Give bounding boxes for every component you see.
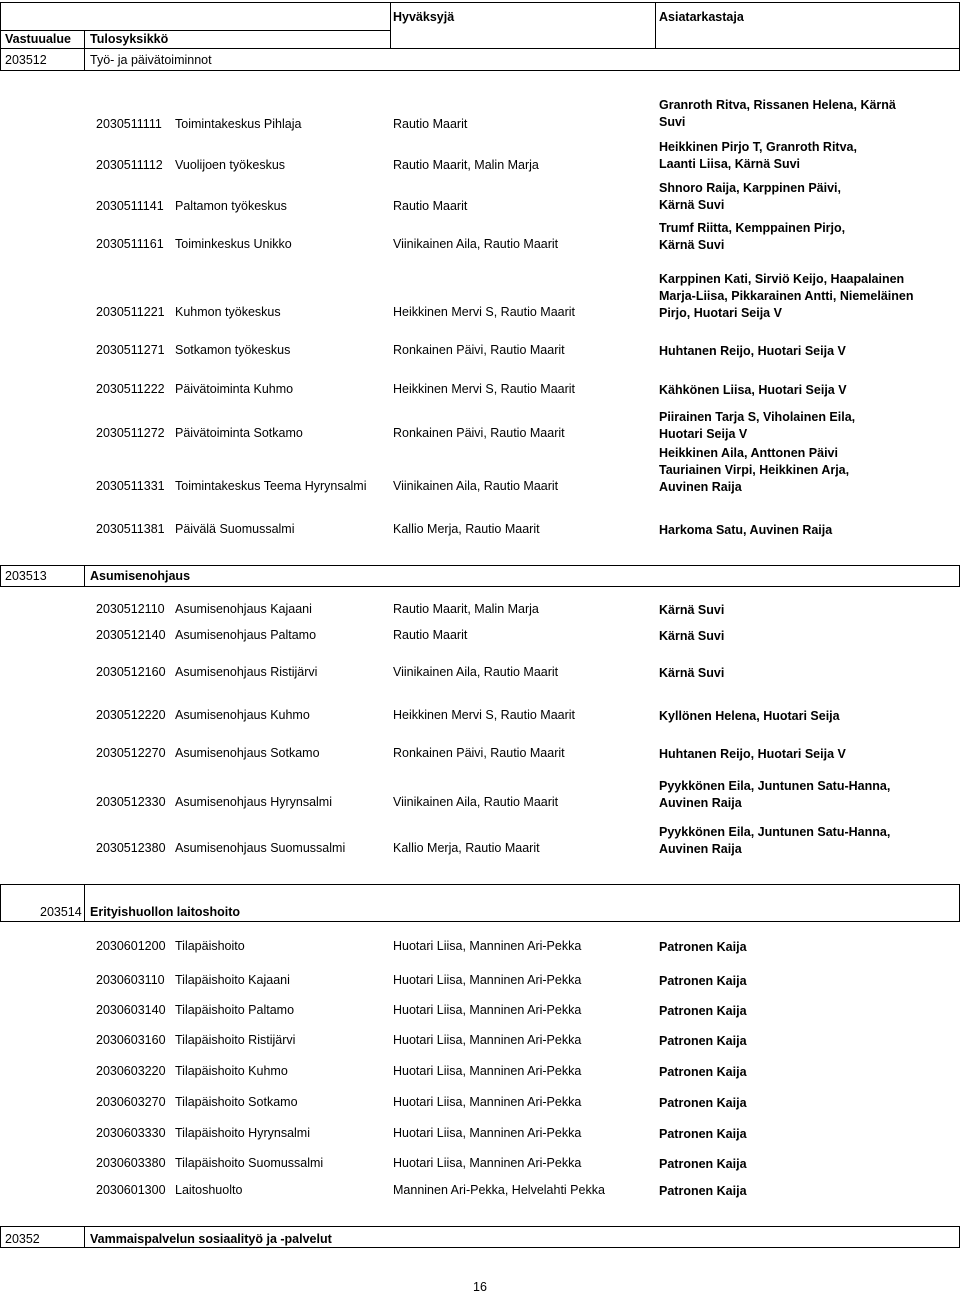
approver: Huotari Liisa, Manninen Ari-Pekka <box>393 973 582 987</box>
unit-name: Tilapäishoito Kuhmo <box>175 1064 288 1078</box>
section-code: 203513 <box>5 569 47 583</box>
checker: Piirainen Tarja S, Viholainen Eila, Huotari Seija V <box>659 410 856 441</box>
header-unit: Tulosyksikkö <box>90 32 169 46</box>
unit-name: Tilapäishoito Kajaani <box>175 973 290 987</box>
approver: Huotari Liisa, Manninen Ari-Pekka <box>393 1003 582 1017</box>
checker: Patronen Kaija <box>659 1065 747 1079</box>
unit-code: 2030512270 <box>96 746 166 760</box>
checker: Patronen Kaija <box>659 1004 747 1018</box>
checker: Patronen Kaija <box>659 1157 747 1171</box>
approver: Heikkinen Mervi S, Rautio Maarit <box>393 305 576 319</box>
approver: Huotari Liisa, Manninen Ari-Pekka <box>393 1095 582 1109</box>
checker: Kähkönen Liisa, Huotari Seija V <box>659 383 847 397</box>
unit-code: 2030511222 <box>96 382 165 396</box>
approver: Kallio Merja, Rautio Maarit <box>393 522 540 536</box>
unit-name: Asumisenohjaus Paltamo <box>175 628 317 642</box>
checker: Heikkinen Pirjo T, Granroth Ritva, Laanti Liisa, Kärnä Suvi <box>659 140 857 171</box>
unit-code: 2030511112 <box>96 158 163 172</box>
page-number: 16 <box>473 1280 487 1294</box>
unit-name: Päivätoiminta Sotkamo <box>175 426 303 440</box>
approver: Ronkainen Päivi, Rautio Maarit <box>393 746 565 760</box>
unit-name: Tilapäishoito Sotkamo <box>175 1095 298 1109</box>
approver: Rautio Maarit <box>393 199 468 213</box>
unit-name: Toimintakeskus Pihlaja <box>175 117 302 131</box>
approver: Huotari Liisa, Manninen Ari-Pekka <box>393 1156 582 1170</box>
approver: Heikkinen Mervi S, Rautio Maarit <box>393 382 576 396</box>
unit-name: Toiminkeskus Unikko <box>175 237 292 251</box>
approver: Huotari Liisa, Manninen Ari-Pekka <box>393 939 582 953</box>
checker: Huhtanen Reijo, Huotari Seija V <box>659 747 846 761</box>
unit-code: 2030512220 <box>96 708 166 722</box>
unit-code: 2030603110 <box>96 973 165 987</box>
approver: Rautio Maarit, Malin Marja <box>393 602 539 616</box>
unit-code: 2030511161 <box>96 237 164 251</box>
unit-code: 2030511111 <box>96 117 162 131</box>
checker: Granroth Ritva, Rissanen Helena, Kärnä Suvi <box>659 98 896 129</box>
checker: Patronen Kaija <box>659 1096 747 1110</box>
unit-name: Asumisenohjaus Suomussalmi <box>175 841 346 855</box>
unit-code: 2030512140 <box>96 628 166 642</box>
unit-code: 2030603330 <box>96 1126 166 1140</box>
checker: Patronen Kaija <box>659 1034 747 1048</box>
unit-code: 2030511221 <box>96 305 165 319</box>
checker: Shnoro Raija, Karppinen Päivi, Kärnä Suvi <box>659 181 841 212</box>
checker: Kärnä Suvi <box>659 666 725 680</box>
unit-code: 2030512330 <box>96 795 166 809</box>
unit-name: Asumisenohjaus Ristijärvi <box>175 665 318 679</box>
approver: Rautio Maarit <box>393 628 468 642</box>
header-checker: Asiatarkastaja <box>659 10 744 24</box>
approver: Ronkainen Päivi, Rautio Maarit <box>393 343 565 357</box>
section-title: Asumisenohjaus <box>90 569 191 583</box>
checker: Trumf Riitta, Kemppainen Pirjo, Kärnä Suvi <box>659 221 846 252</box>
section-title: Erityishuollon laitoshoito <box>90 905 240 919</box>
checker: Kyllönen Helena, Huotari Seija <box>659 709 840 723</box>
approver: Rautio Maarit, Malin Marja <box>393 158 539 172</box>
unit-name: Tilapäishoito Paltamo <box>175 1003 295 1017</box>
checker: Huhtanen Reijo, Huotari Seija V <box>659 344 846 358</box>
unit-name: Toimintakeskus Teema Hyrynsalmi <box>175 479 367 493</box>
unit-code: 2030511331 <box>96 479 165 493</box>
unit-name: Tilapäishoito Hyrynsalmi <box>175 1126 310 1140</box>
unit-code: 2030511271 <box>96 343 165 357</box>
unit-name: Sotkamon työkeskus <box>175 343 291 357</box>
unit-code: 2030603160 <box>96 1033 166 1047</box>
unit-name: Asumisenohjaus Hyrynsalmi <box>175 795 333 809</box>
unit-code: 2030603140 <box>96 1003 166 1017</box>
unit-code: 2030512110 <box>96 602 165 616</box>
unit-name: Tilapäishoito Ristijärvi <box>175 1033 296 1047</box>
checker: Patronen Kaija <box>659 1127 747 1141</box>
section-code: 203514 <box>40 905 82 919</box>
section-code: 20352 <box>5 1232 40 1246</box>
approver: Viinikainen Aila, Rautio Maarit <box>393 479 559 493</box>
approver: Viinikainen Aila, Rautio Maarit <box>393 665 559 679</box>
checker: Kärnä Suvi <box>659 629 725 643</box>
checker: Patronen Kaija <box>659 940 747 954</box>
approver: Heikkinen Mervi S, Rautio Maarit <box>393 708 576 722</box>
checker: Patronen Kaija <box>659 1184 747 1198</box>
unit-code: 2030603270 <box>96 1095 166 1109</box>
header-approver: Hyväksyjä <box>393 10 455 24</box>
checker: Pyykkönen Eila, Juntunen Satu-Hanna, Auvinen Raija <box>659 779 891 810</box>
unit-name: Asumisenohjaus Kuhmo <box>175 708 310 722</box>
unit-code: 2030511272 <box>96 426 165 440</box>
header-area: Vastuualue <box>5 32 71 46</box>
checker: Harkoma Satu, Auvinen Raija <box>659 523 833 537</box>
approver: Viinikainen Aila, Rautio Maarit <box>393 795 559 809</box>
approver: Manninen Ari-Pekka, Helvelahti Pekka <box>393 1183 605 1197</box>
section-title: Vammaispalvelun sosiaalityö ja -palvelut <box>90 1232 332 1246</box>
approver: Huotari Liisa, Manninen Ari-Pekka <box>393 1126 582 1140</box>
checker: Patronen Kaija <box>659 974 747 988</box>
unit-code: 2030511141 <box>96 199 164 213</box>
unit-name: Asumisenohjaus Kajaani <box>175 602 312 616</box>
unit-name: Laitoshuolto <box>175 1183 243 1197</box>
section-code: 203512 <box>5 53 47 67</box>
unit-code: 2030603380 <box>96 1156 166 1170</box>
unit-name: Asumisenohjaus Sotkamo <box>175 746 320 760</box>
checker: Karppinen Kati, Sirviö Keijo, Haapalainen Marja-Liisa, Pikkarainen Antti, Niemeläinen Pirjo, Huotari Seija V <box>659 272 914 320</box>
approver: Ronkainen Päivi, Rautio Maarit <box>393 426 565 440</box>
unit-name: Päivälä Suomussalmi <box>175 522 295 536</box>
approver: Viinikainen Aila, Rautio Maarit <box>393 237 559 251</box>
unit-name: Tilapäishoito Suomussalmi <box>175 1156 324 1170</box>
unit-name: Tilapäishoito <box>175 939 245 953</box>
unit-code: 2030601300 <box>96 1183 166 1197</box>
section-title: Työ- ja päivätoiminnot <box>90 53 212 67</box>
approver: Rautio Maarit <box>393 117 468 131</box>
unit-name: Vuolijoen työkeskus <box>175 158 286 172</box>
unit-code: 2030603220 <box>96 1064 166 1078</box>
approver: Huotari Liisa, Manninen Ari-Pekka <box>393 1033 582 1047</box>
unit-code: 2030512380 <box>96 841 166 855</box>
approver: Kallio Merja, Rautio Maarit <box>393 841 540 855</box>
unit-name: Kuhmon työkeskus <box>175 305 281 319</box>
unit-code: 2030511381 <box>96 522 165 536</box>
checker: Pyykkönen Eila, Juntunen Satu-Hanna, Auvinen Raija <box>659 825 891 856</box>
unit-code: 2030601200 <box>96 939 166 953</box>
unit-name: Paltamon työkeskus <box>175 199 287 213</box>
unit-code: 2030512160 <box>96 665 166 679</box>
checker: Kärnä Suvi <box>659 603 725 617</box>
unit-name: Päivätoiminta Kuhmo <box>175 382 294 396</box>
approver: Huotari Liisa, Manninen Ari-Pekka <box>393 1064 582 1078</box>
checker: Heikkinen Aila, Anttonen Päivi Tauriainen Virpi, Heikkinen Arja, Auvinen Raija <box>659 446 850 494</box>
